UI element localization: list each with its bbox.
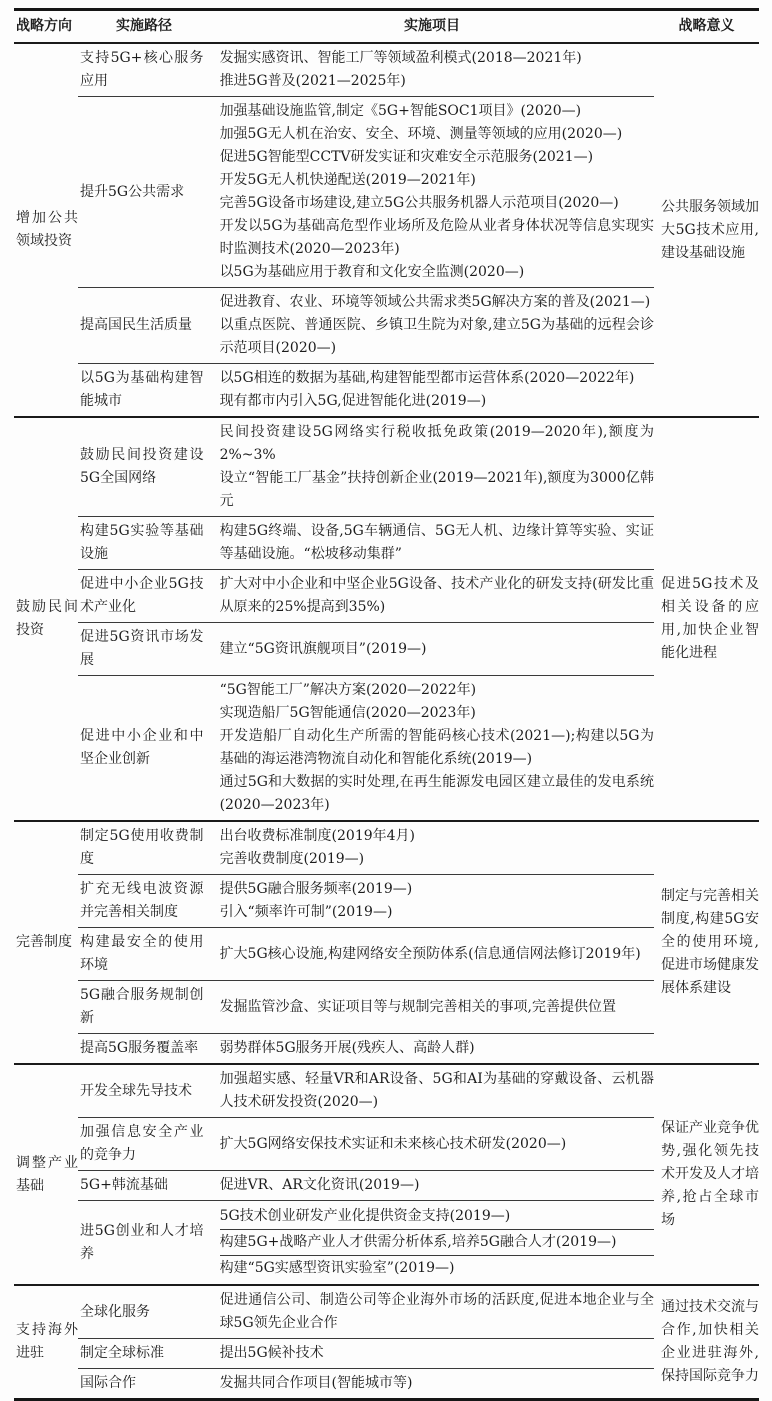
project-item: 促进5G智能型CCTV研发实证和灾难安全示范服务(2021—): [219, 149, 594, 165]
group-industry-base: [14, 1063, 759, 1284]
projects-cell: [212, 1203, 654, 1282]
path-cell: 制定5G使用收费制度: [80, 828, 204, 867]
path-cell: 提升5G公共需求: [80, 183, 185, 200]
header-strategic-significance: 战略意义: [678, 18, 735, 34]
projects-cell: [212, 1132, 654, 1157]
project-item: 出台收费标准制度(2019年4月): [219, 828, 416, 844]
path-cell: 促进中小企业和中坚企业创新: [80, 728, 204, 767]
project-item: 促进通信公司、制造公司等企业海外市场的活跃度,促进本地企业与全球5G领先企业合作: [219, 1292, 654, 1331]
project-item: 5G技术创业研发产业化提供资金支持(2019—): [219, 1208, 511, 1224]
direction-cell: 完善制度: [16, 934, 72, 950]
project-item: 完善5G设备市场建设,建立5G公共服务机器人示范项目(2020—): [219, 195, 619, 211]
project-item: 弱势群体5G服务开展(残疾人、高龄人群): [219, 1040, 475, 1056]
projects-cell: [212, 942, 654, 967]
significance-cell: 促进5G技术及相关设备的应用,加快企业智能化进程: [661, 576, 759, 661]
direction-cell: 支持海外进驻: [16, 1322, 78, 1361]
project-item: 通过5G和大数据的实时处理,在再生能源发电园区建立最佳的发电系统(2020—2023年): [219, 774, 654, 813]
path-row: [78, 1338, 654, 1368]
path-cell: 进5G创业和人才培养: [80, 1222, 204, 1262]
projects-cell: [212, 1173, 654, 1198]
projects-cell: [212, 46, 654, 94]
path-cell: 构建5G实验等基础设施: [80, 523, 204, 562]
significance-cell: 制定与完善相关制度,构建5G安全的使用环境,促进市场健康发展体系建设: [661, 888, 759, 996]
path-row: [78, 622, 654, 675]
path-row: [78, 1117, 654, 1170]
projects-cell: [212, 290, 654, 361]
projects-cell: [212, 1341, 654, 1366]
projects-cell: [212, 366, 654, 414]
direction-cell: 调整产业基础: [16, 1154, 78, 1194]
projects-cell: [212, 824, 654, 872]
project-item: 加强5G无人机在治安、安全、环境、测量等领域的应用(2020—): [219, 126, 623, 142]
project-item: 以重点医院、普通医院、乡镇卫生院为对象,建立5G为基础的远程会诊示范项目(2020—): [219, 317, 654, 356]
projects-cell: [212, 1036, 654, 1061]
table-header-row: [14, 11, 759, 44]
path-cell: 全球化服务: [80, 1303, 150, 1320]
projects-cell: [212, 1371, 654, 1396]
path-cell: 国际合作: [80, 1375, 136, 1391]
paths-column: [78, 1286, 654, 1398]
project-item: 以5G相连的数据为基础,构建智能型都市运营体系(2020—2022年): [219, 370, 635, 386]
path-cell: 以5G为基础构建智能城市: [80, 370, 204, 409]
significance-cell: 公共服务领域加大5G技术应用,建设基础设施: [661, 198, 759, 261]
path-row: [78, 1200, 654, 1284]
project-item: 扩大5G网络安保技术实证和未来核心技术研发(2020—): [219, 1135, 567, 1152]
path-cell: 鼓励民间投资建设5G全国网络: [80, 447, 204, 486]
project-item: 提供5G融合服务频率(2019—): [219, 881, 413, 897]
paths-column: [78, 418, 654, 820]
path-row: [78, 363, 654, 416]
path-row: [78, 96, 654, 287]
strategy-table: [14, 8, 759, 1401]
path-row: [78, 44, 654, 96]
projects-cell: [212, 519, 654, 567]
projects-cell: [212, 637, 654, 662]
projects-cell: [212, 1288, 654, 1336]
project-item: 加强基础设施监管,制定《5G+智能SOC1项目》(2020—): [219, 103, 582, 119]
path-row: [78, 569, 654, 622]
path-row: [78, 287, 654, 363]
projects-cell: [212, 1067, 654, 1115]
projects-cell: [212, 420, 654, 514]
path-cell: 5G+韩流基础: [80, 1177, 168, 1193]
path-cell: 5G融合服务规制创新: [80, 987, 204, 1026]
project-item: 开发以5G为基础高危型作业场所及危险从业者身体状况等信息实现实时监测技术(2020—2023年): [219, 218, 654, 257]
project-item: 完善收费制度(2019—): [219, 851, 365, 867]
project-item: 构建5G终端、设备,5G车辆通信、5G无人机、边缘计算等实验、实证等基础设施。“松坡移动集群”: [219, 523, 654, 562]
project-item: 以5G为基础应用于教育和文化安全监测(2020—): [219, 264, 525, 280]
group-overseas-expansion: [14, 1284, 759, 1398]
path-cell: 提高国民生活质量: [80, 317, 192, 333]
project-item: 发掘共同合作项目(智能城市等): [219, 1375, 413, 1391]
path-cell: 支持5G+核心服务应用: [80, 50, 204, 89]
path-row: [78, 1368, 654, 1398]
project-item: 构建“5G实感型资讯实验室”(2019—): [220, 1255, 654, 1281]
project-item: 构建5G+战略产业人才供需分析体系,培养5G融合人才(2019—): [220, 1229, 654, 1255]
path-cell: 扩充无线电波资源并完善相关制度: [80, 881, 204, 920]
project-item: 设立“智能工厂基金”扶持创新企业(2019—2021年),额度为3000亿韩元: [219, 470, 654, 509]
path-row: [78, 980, 654, 1033]
path-row: [78, 874, 654, 927]
significance-cell: 通过技术交流与合作,加快相关企业进驻海外,保持国际竞争力: [661, 1299, 759, 1384]
project-item: “5G智能工厂”解决方案(2020—2022年): [219, 682, 477, 698]
group-private-investment: [14, 416, 759, 820]
paths-column: [78, 822, 654, 1063]
project-item: 发掘监管沙盒、实证项目等与规制完善相关的事项,完善提供位置: [219, 998, 617, 1015]
project-item: 开发5G无人机快递配送(2019—2021年): [219, 172, 476, 188]
paths-column: [78, 1065, 654, 1284]
path-row: [78, 1065, 654, 1117]
projects-cell: [212, 877, 654, 925]
path-cell: 制定全球标准: [80, 1345, 164, 1361]
group-improve-institutions: [14, 820, 759, 1063]
projects-cell: [212, 678, 654, 818]
projects-cell: [212, 572, 654, 620]
path-cell: 构建最安全的使用环境: [80, 934, 204, 973]
path-row: [78, 927, 654, 980]
project-item: 发掘实感资讯、智能工厂等领域盈利模式(2018—2021年): [219, 50, 582, 66]
path-row: [78, 822, 654, 874]
path-row: [78, 675, 654, 820]
path-row: [78, 516, 654, 569]
project-item: 促进教育、农业、环境等领域公共需求类5G解决方案的普及(2021—): [219, 294, 651, 310]
project-item: 加强超实感、轻量VR和AR设备、5G和AI为基础的穿戴设备、云机器人技术研发投资(2020—): [219, 1071, 654, 1110]
project-item: 促进VR、AR文化资讯(2019—): [219, 1177, 420, 1193]
header-implementation-project: 实施项目: [404, 18, 460, 34]
project-item: 推进5G普及(2021—2025年): [219, 73, 406, 89]
path-row: [78, 1286, 654, 1338]
path-row: [78, 1170, 654, 1200]
path-cell: 开发全球先导技术: [80, 1082, 192, 1099]
project-item: 现有都市内引入5G,促进智能化进(2019—): [219, 393, 487, 409]
path-cell: 提高5G服务覆盖率: [80, 1040, 199, 1056]
direction-cell: 鼓励民间投资: [16, 599, 78, 638]
header-implementation-path: 实施路径: [116, 18, 172, 34]
project-item: 民间投资建设5G网络实行税收抵免政策(2019—2020年),额度为2%~3%: [219, 424, 654, 463]
project-item: 扩大5G核心设施,构建网络安全预防体系(信息通信网法修订2019年): [219, 945, 641, 962]
projects-cell: [212, 995, 654, 1020]
group-public-investment: [14, 44, 759, 416]
project-item: 实现造船厂5G智能通信(2020—2023年): [219, 705, 476, 721]
project-item: 提出5G候补技术: [219, 1345, 324, 1361]
path-row: [78, 418, 654, 516]
project-item: 开发造船厂自动化生产所需的智能码核心技术(2021—);构建以5G为基础的海运港湾物流自动化和智能化系统(2019—): [219, 728, 654, 767]
project-item: 建立“5G资讯旗舰项目”(2019—): [219, 640, 427, 657]
project-item: 引入“频率许可制”(2019—): [219, 904, 393, 920]
path-cell: 促进5G资讯市场发展: [80, 629, 204, 668]
project-item: 扩大对中小企业和中坚企业5G设备、技术产业化的研发支持(研发比重从原来的25%提高到35%): [219, 576, 654, 615]
projects-cell: [212, 99, 654, 285]
path-cell: 促进中小企业5G技术产业化: [80, 576, 204, 615]
paths-column: [78, 44, 654, 416]
path-cell: 加强信息安全产业的竞争力: [80, 1124, 204, 1163]
path-row: [78, 1033, 654, 1063]
header-strategic-direction: 战略方向: [16, 18, 72, 34]
significance-cell: 保证产业竞争优势,强化领先技术开发及人才培养,抢占全球市场: [661, 1120, 759, 1228]
direction-cell: 增加公共领域投资: [16, 210, 78, 249]
